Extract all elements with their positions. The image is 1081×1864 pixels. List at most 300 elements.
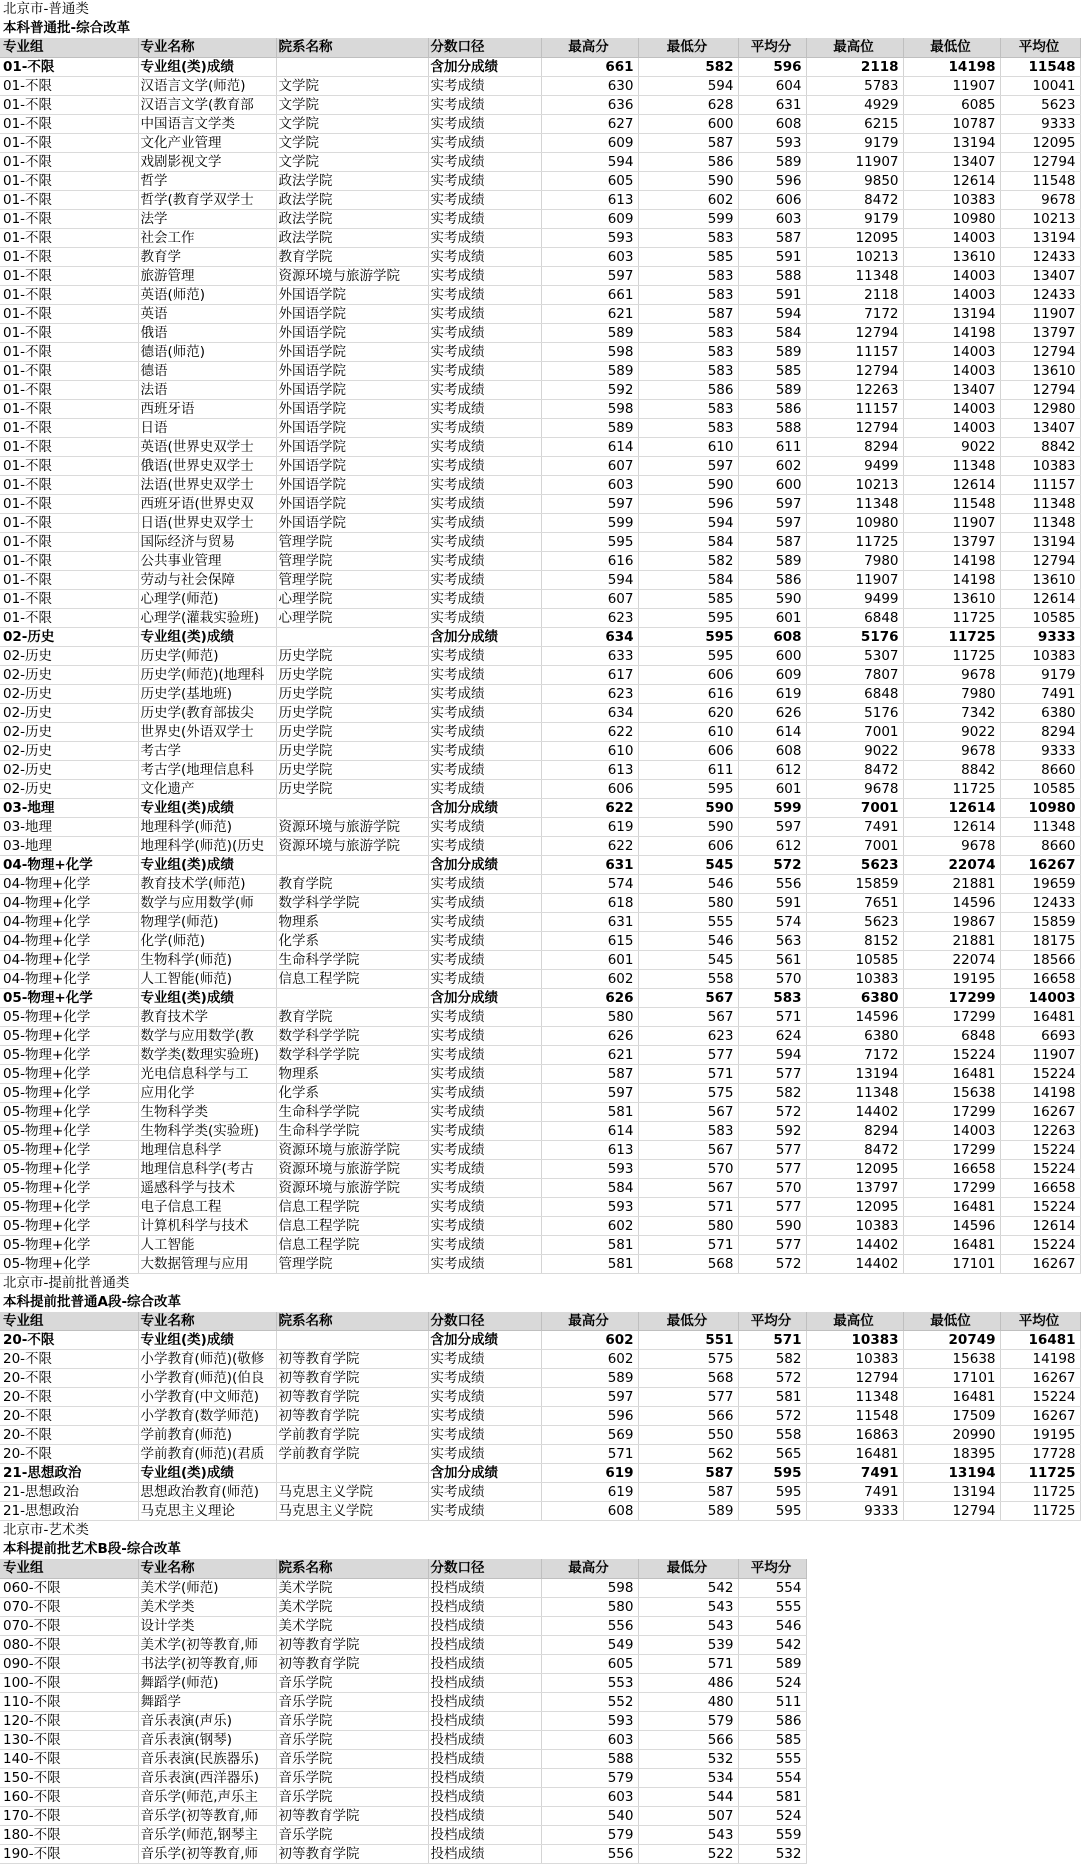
table-cell: 12095 (806, 228, 903, 247)
table-row (0, 1083, 1080, 1102)
table-cell: 582 (638, 57, 738, 76)
table-cell: 文学院 (276, 95, 428, 114)
table-cell: 593 (541, 228, 638, 247)
table-cell: 实考成绩 (428, 228, 541, 247)
table-cell: 05-物理+化学 (0, 1045, 138, 1064)
table-cell: 投档成绩 (428, 1616, 541, 1635)
table-cell: 11157 (806, 342, 903, 361)
column-header: 分数口径 (428, 1312, 541, 1331)
table-cell: 13610 (1000, 570, 1080, 589)
table-cell: 621 (541, 304, 638, 323)
table-cell: 10383 (1000, 646, 1080, 665)
table-cell: 01-不限 (0, 190, 138, 209)
table-cell: 生命科学学院 (276, 1121, 428, 1140)
table-cell: 03-地理 (0, 817, 138, 836)
table-cell: 585 (738, 361, 806, 380)
table-cell: 601 (541, 950, 638, 969)
table-row (0, 1331, 1080, 1350)
table-cell: 实考成绩 (428, 893, 541, 912)
table-cell: 01-不限 (0, 418, 138, 437)
table-cell: 583 (638, 399, 738, 418)
table-cell: 学前教育学院 (276, 1426, 428, 1445)
table-row (0, 817, 1080, 836)
table-cell: 马克思主义学院 (276, 1483, 428, 1502)
table-cell: 609 (541, 209, 638, 228)
table-cell: 05-物理+化学 (0, 1083, 138, 1102)
table-cell: 马克思主义理论 (138, 1502, 276, 1521)
table-cell: 学前教育(师范)(君质 (138, 1445, 276, 1464)
column-header: 最低分 (638, 1312, 738, 1331)
table-cell: 教育技术学(师范) (138, 874, 276, 893)
table-cell: 哲学(教育学双学士 (138, 190, 276, 209)
table-cell: 9678 (903, 836, 1000, 855)
table-cell: 556 (541, 1844, 638, 1863)
table-cell: 戏剧影视文学 (138, 152, 276, 171)
column-header: 平均分 (738, 1312, 806, 1331)
table-cell: 19195 (1000, 1426, 1080, 1445)
table-cell: 02-历史 (0, 684, 138, 703)
table-cell: 实考成绩 (428, 1178, 541, 1197)
table-cell: 人工智能 (138, 1235, 276, 1254)
table-cell: 音乐表演(西洋器乐) (138, 1768, 276, 1787)
table-cell: 公共事业管理 (138, 551, 276, 570)
table-cell: 15224 (1000, 1197, 1080, 1216)
table-cell: 602 (541, 1350, 638, 1369)
table-cell: 14198 (903, 323, 1000, 342)
table-cell: 投档成绩 (428, 1787, 541, 1806)
table-cell: 01-不限 (0, 285, 138, 304)
table-cell: 589 (738, 380, 806, 399)
table-cell: 591 (738, 893, 806, 912)
table-cell: 7001 (806, 836, 903, 855)
table-cell: 01-不限 (0, 95, 138, 114)
table-cell: 14402 (806, 1254, 903, 1273)
table-cell: 02-历史 (0, 741, 138, 760)
table-cell: 投档成绩 (428, 1825, 541, 1844)
table-cell: 13610 (1000, 361, 1080, 380)
table-cell: 594 (738, 1045, 806, 1064)
table-cell: 14596 (806, 1007, 903, 1026)
column-header: 院系名称 (276, 38, 428, 57)
table-cell: 589 (541, 418, 638, 437)
table-cell: 05-物理+化学 (0, 1235, 138, 1254)
table-cell: 12433 (1000, 893, 1080, 912)
table-cell: 16481 (903, 1388, 1000, 1407)
table-cell: 教育学院 (276, 247, 428, 266)
table-cell: 595 (638, 646, 738, 665)
table-cell: 595 (541, 532, 638, 551)
table-cell: 20-不限 (0, 1350, 138, 1369)
table-cell: 130-不限 (0, 1730, 138, 1749)
table-row (0, 1350, 1080, 1369)
table-cell: 12794 (806, 361, 903, 380)
table-cell: 606 (738, 190, 806, 209)
table-cell: 11348 (806, 1083, 903, 1102)
table-cell: 专业组(类)成绩 (138, 57, 276, 76)
table-cell: 光电信息科学与工 (138, 1064, 276, 1083)
table-cell: 11725 (903, 646, 1000, 665)
table-cell: 实考成绩 (428, 418, 541, 437)
table-cell: 603 (541, 1787, 638, 1806)
table-cell: 568 (638, 1254, 738, 1273)
table-cell: 管理学院 (276, 532, 428, 551)
table-cell: 597 (738, 817, 806, 836)
table-cell: 597 (541, 266, 638, 285)
table-cell: 555 (738, 1749, 806, 1768)
table-cell: 621 (541, 1045, 638, 1064)
table-cell: 实考成绩 (428, 76, 541, 95)
table-cell: 11725 (903, 627, 1000, 646)
table-cell: 文化遗产 (138, 779, 276, 798)
table-cell: 589 (638, 1502, 738, 1521)
header-row (0, 1559, 806, 1578)
table-cell: 7980 (806, 551, 903, 570)
table-row (0, 1407, 1080, 1426)
table-cell: 05-物理+化学 (0, 1102, 138, 1121)
table-row (0, 684, 1080, 703)
table-cell: 577 (738, 1159, 806, 1178)
table-cell: 060-不限 (0, 1578, 138, 1597)
table-cell: 21-思想政治 (0, 1502, 138, 1521)
table-cell: 实考成绩 (428, 304, 541, 323)
table-cell: 实考成绩 (428, 532, 541, 551)
table-cell: 生物科学类 (138, 1102, 276, 1121)
table-cell: 579 (541, 1768, 638, 1787)
table-cell: 532 (738, 1844, 806, 1863)
table-cell: 608 (738, 627, 806, 646)
table-cell: 10383 (806, 1350, 903, 1369)
table-cell: 15638 (903, 1350, 1000, 1369)
table-cell: 含加分成绩 (428, 798, 541, 817)
table-cell: 12980 (1000, 399, 1080, 418)
table-cell: 10980 (1000, 798, 1080, 817)
table-cell: 575 (638, 1083, 738, 1102)
table-cell: 20-不限 (0, 1426, 138, 1445)
table-cell: 603 (541, 1730, 638, 1749)
table-cell: 628 (638, 95, 738, 114)
table-cell: 12794 (1000, 551, 1080, 570)
table-cell: 11725 (903, 779, 1000, 798)
table-row (0, 950, 1080, 969)
table-cell: 588 (541, 1749, 638, 1768)
table-cell: 外国语学院 (276, 380, 428, 399)
table-cell: 15224 (1000, 1235, 1080, 1254)
table-cell: 570 (738, 969, 806, 988)
table-cell: 初等教育学院 (276, 1635, 428, 1654)
table-cell: 实考成绩 (428, 1388, 541, 1407)
table-cell: 01-不限 (0, 57, 138, 76)
table-row (0, 1597, 806, 1616)
table-cell: 资源环境与旅游学院 (276, 1140, 428, 1159)
table-cell: 实考成绩 (428, 323, 541, 342)
table-row (0, 57, 1080, 76)
table-cell: 623 (541, 684, 638, 703)
table-cell: 13797 (903, 532, 1000, 551)
table-row (0, 323, 1080, 342)
table-cell: 外国语学院 (276, 456, 428, 475)
table-cell: 16481 (903, 1064, 1000, 1083)
table-cell: 616 (638, 684, 738, 703)
table-row (0, 798, 1080, 817)
table-cell: 596 (738, 171, 806, 190)
table-cell: 590 (638, 798, 738, 817)
table-cell: 实考成绩 (428, 551, 541, 570)
table-cell: 投档成绩 (428, 1597, 541, 1616)
table-cell: 05-物理+化学 (0, 1159, 138, 1178)
table-row (0, 874, 1080, 893)
table-cell: 遥感科学与技术 (138, 1178, 276, 1197)
table-cell: 含加分成绩 (428, 855, 541, 874)
table-cell: 实考成绩 (428, 1102, 541, 1121)
table-cell: 14198 (903, 57, 1000, 76)
table-cell: 614 (541, 437, 638, 456)
table-cell: 7172 (806, 304, 903, 323)
table-cell: 16267 (1000, 1369, 1080, 1388)
table-cell: 614 (541, 1121, 638, 1140)
table-row (0, 646, 1080, 665)
table-cell (276, 1331, 428, 1350)
table-cell: 565 (738, 1445, 806, 1464)
table-cell: 8842 (1000, 437, 1080, 456)
table-cell: 实考成绩 (428, 969, 541, 988)
table-cell: 17101 (903, 1369, 1000, 1388)
table-cell: 11548 (806, 1407, 903, 1426)
column-header: 专业组 (0, 38, 138, 57)
batch-title: 本科提前批艺术B段-综合改革 (3, 1541, 181, 1557)
table-cell: 资源环境与旅游学院 (276, 817, 428, 836)
table-cell: 资源环境与旅游学院 (276, 1159, 428, 1178)
table-cell: 计算机科学与技术 (138, 1216, 276, 1235)
table-cell: 583 (638, 228, 738, 247)
table-cell: 619 (541, 817, 638, 836)
table-cell: 15859 (1000, 912, 1080, 931)
table-cell: 历史学院 (276, 779, 428, 798)
table-cell: 11348 (1000, 494, 1080, 513)
table-row (0, 1749, 806, 1768)
table-cell: 实考成绩 (428, 190, 541, 209)
table-cell: 606 (638, 836, 738, 855)
table-cell: 13194 (1000, 228, 1080, 247)
table-cell: 实考成绩 (428, 1197, 541, 1216)
table-cell: 170-不限 (0, 1806, 138, 1825)
table-cell: 14402 (806, 1235, 903, 1254)
table-cell: 589 (541, 361, 638, 380)
table-cell: 522 (638, 1844, 738, 1863)
table-cell: 5176 (806, 703, 903, 722)
table-cell: 594 (541, 152, 638, 171)
table-cell: 606 (541, 779, 638, 798)
table-cell: 12095 (806, 1197, 903, 1216)
table-cell: 593 (541, 1159, 638, 1178)
table-cell: 实考成绩 (428, 1045, 541, 1064)
table-cell: 心理学院 (276, 589, 428, 608)
table-cell: 11157 (806, 399, 903, 418)
table-cell: 舞蹈学 (138, 1692, 276, 1711)
table-cell: 实考成绩 (428, 608, 541, 627)
table-cell: 11348 (1000, 513, 1080, 532)
table-cell: 486 (638, 1673, 738, 1692)
table-cell: 15224 (1000, 1140, 1080, 1159)
table-cell: 12614 (903, 817, 1000, 836)
table-cell: 11725 (1000, 1464, 1080, 1483)
table-cell: 政法学院 (276, 171, 428, 190)
table-cell: 8660 (1000, 836, 1080, 855)
table-cell: 5623 (1000, 95, 1080, 114)
table-cell: 10787 (903, 114, 1000, 133)
table-cell: 14003 (903, 228, 1000, 247)
table-cell: 社会工作 (138, 228, 276, 247)
table-cell: 597 (541, 1388, 638, 1407)
table-cell: 604 (738, 76, 806, 95)
table-cell: 14003 (903, 342, 1000, 361)
table-cell: 03-地理 (0, 836, 138, 855)
table-cell: 11907 (1000, 1045, 1080, 1064)
table-cell: 543 (638, 1597, 738, 1616)
table-cell: 563 (738, 931, 806, 950)
table-cell: 9333 (806, 1502, 903, 1521)
table-cell: 579 (541, 1825, 638, 1844)
table-cell: 9022 (903, 722, 1000, 741)
table-cell: 初等教育学院 (276, 1844, 428, 1863)
table-cell: 602 (541, 969, 638, 988)
table-row (0, 836, 1080, 855)
table-cell: 567 (638, 988, 738, 1007)
table-cell: 6085 (903, 95, 1000, 114)
table-cell: 661 (541, 57, 638, 76)
table-cell: 16863 (806, 1426, 903, 1445)
table-cell: 汉语言文学(师范) (138, 76, 276, 95)
table-cell: 历史学院 (276, 703, 428, 722)
table-cell: 14198 (1000, 1083, 1080, 1102)
table-cell: 12263 (806, 380, 903, 399)
score-table (0, 38, 1081, 1274)
table-row (0, 1178, 1080, 1197)
table-cell: 音乐学(初等教育,师 (138, 1806, 276, 1825)
table-cell: 01-不限 (0, 247, 138, 266)
table-cell: 596 (738, 57, 806, 76)
table-cell: 11725 (1000, 1502, 1080, 1521)
table-cell: 音乐学院 (276, 1749, 428, 1768)
table-cell: 584 (638, 570, 738, 589)
table-cell: 9179 (1000, 665, 1080, 684)
table-cell: 13407 (903, 152, 1000, 171)
table-cell: 12095 (1000, 133, 1080, 152)
table-cell: 597 (738, 494, 806, 513)
table-cell: 实考成绩 (428, 513, 541, 532)
table-cell: 实考成绩 (428, 152, 541, 171)
table-row (0, 361, 1080, 380)
table-cell: 580 (541, 1007, 638, 1026)
table-cell: 马克思主义学院 (276, 1502, 428, 1521)
table-cell (276, 988, 428, 1007)
table-row (0, 247, 1080, 266)
table-cell: 589 (738, 1654, 806, 1673)
table-cell: 实考成绩 (428, 1483, 541, 1502)
table-cell: 587 (541, 1064, 638, 1083)
table-cell: 554 (738, 1768, 806, 1787)
table-cell: 10213 (1000, 209, 1080, 228)
table-cell: 546 (638, 931, 738, 950)
table-cell: 15638 (903, 1083, 1000, 1102)
table-cell: 04-物理+化学 (0, 950, 138, 969)
table-cell: 数学科学学院 (276, 1045, 428, 1064)
table-row (0, 1007, 1080, 1026)
table-cell: 音乐学院 (276, 1711, 428, 1730)
column-header: 专业组 (0, 1312, 138, 1331)
table-cell: 05-物理+化学 (0, 1254, 138, 1273)
table-cell: 19659 (1000, 874, 1080, 893)
table-cell: 593 (738, 133, 806, 152)
table-cell: 10383 (1000, 456, 1080, 475)
table-row (0, 532, 1080, 551)
table-cell: 597 (738, 513, 806, 532)
table-cell: 600 (738, 475, 806, 494)
table-cell: 专业组(类)成绩 (138, 855, 276, 874)
table-row (0, 1197, 1080, 1216)
table-cell (276, 627, 428, 646)
table-cell: 613 (541, 1140, 638, 1159)
table-cell: 02-历史 (0, 646, 138, 665)
table-cell: 实考成绩 (428, 931, 541, 950)
table-cell: 12794 (1000, 342, 1080, 361)
table-cell: 507 (638, 1806, 738, 1825)
region-title: 北京市-提前批普通类 (3, 1274, 130, 1291)
table-cell: 实考成绩 (428, 95, 541, 114)
table-cell: 7001 (806, 798, 903, 817)
batch-title: 本科提前批普通A段-综合改革 (3, 1293, 182, 1310)
table-cell: 05-物理+化学 (0, 1197, 138, 1216)
table-cell: 物理学(师范) (138, 912, 276, 931)
table-row (0, 1388, 1080, 1407)
table-cell: 562 (638, 1445, 738, 1464)
table-cell (276, 1464, 428, 1483)
table-cell: 大数据管理与应用 (138, 1254, 276, 1273)
table-cell: 572 (738, 855, 806, 874)
table-cell: 实考成绩 (428, 1407, 541, 1426)
table-cell: 598 (541, 342, 638, 361)
table-cell: 596 (638, 494, 738, 513)
table-cell: 01-不限 (0, 513, 138, 532)
table-cell: 612 (738, 836, 806, 855)
table-row (0, 1654, 806, 1673)
table-cell: 14402 (806, 1102, 903, 1121)
table-cell: 16267 (1000, 1102, 1080, 1121)
table-cell: 586 (638, 380, 738, 399)
table-row (0, 1369, 1080, 1388)
table-row (0, 855, 1080, 874)
table-cell: 567 (638, 1178, 738, 1197)
table-cell: 16658 (1000, 1178, 1080, 1197)
table-cell: 601 (738, 608, 806, 627)
table-cell: 实考成绩 (428, 1064, 541, 1083)
table-cell: 外国语学院 (276, 475, 428, 494)
table-cell: 12794 (806, 418, 903, 437)
table-cell: 577 (638, 1045, 738, 1064)
table-cell: 音乐表演(声乐) (138, 1711, 276, 1730)
table-cell: 16267 (1000, 1254, 1080, 1273)
table-cell: 文化产业管理 (138, 133, 276, 152)
table-cell: 603 (738, 209, 806, 228)
table-cell: 11907 (1000, 304, 1080, 323)
table-cell: 566 (638, 1407, 738, 1426)
table-cell: 6848 (903, 1026, 1000, 1045)
table-cell: 575 (638, 1350, 738, 1369)
table-cell: 音乐学院 (276, 1673, 428, 1692)
table-cell: 12263 (1000, 1121, 1080, 1140)
table-cell: 文学院 (276, 152, 428, 171)
table-cell: 631 (541, 912, 638, 931)
table-cell: 602 (541, 1216, 638, 1235)
